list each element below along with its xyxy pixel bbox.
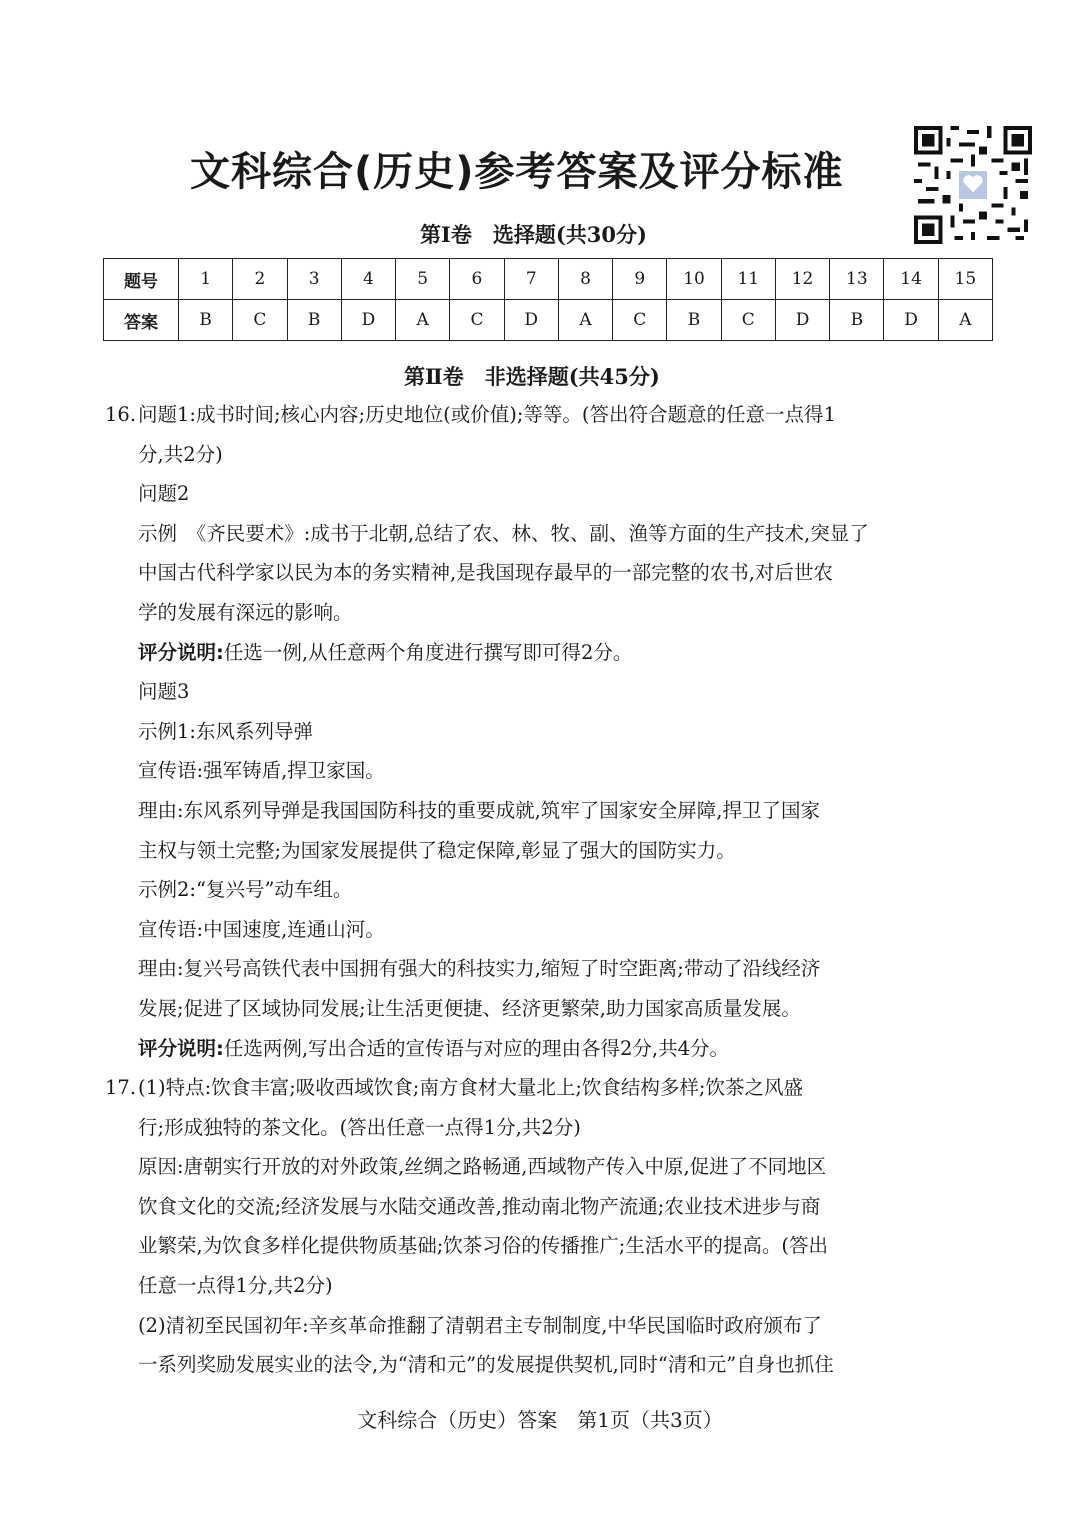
text-line: 发展;促进了区域协同发展;让生活更便捷、经济更繁荣,助力国家高质量发展。 — [138, 996, 801, 1020]
line-text: (1)特点:饮食丰富;吸收西域饮食;南方食材大量北上;饮食结构多样;饮茶之风盛 — [138, 1076, 803, 1100]
answer-cell: B — [179, 300, 233, 341]
text-line: 理由:东风系列导弹是我国国防科技的重要成就,筑牢了国家安全屏障,捍卫了国家 — [138, 798, 820, 822]
answer-cell: C — [233, 300, 287, 341]
table-row — [104, 300, 993, 341]
scoring-note — [105, 633, 997, 673]
scoring-note — [105, 1029, 997, 1069]
answer-cell: D — [341, 300, 395, 341]
question-number: 3 — [287, 259, 341, 300]
row-label-answer: 答案 — [104, 300, 179, 341]
text-line: 业繁荣,为饮食多样化提供物质基础;饮茶习俗的传播推广;生活水平的提高。(答出 — [138, 1234, 828, 1258]
text-line: (2)清初至民国初年:辛亥革命推翻了清朝君主专制制度,中华民国临时政府颁布了 — [138, 1313, 822, 1337]
table-row — [104, 259, 993, 300]
text-line: 任意一点得1分,共2分) — [138, 1274, 333, 1298]
text-line — [105, 395, 997, 435]
page-footer: 文科综合（历史）答案 第1页（共3页） — [357, 1408, 723, 1432]
question-number: 4 — [341, 259, 395, 300]
answer-cell: B — [830, 300, 884, 341]
question-number: 8 — [558, 259, 612, 300]
line-text: 问题1:成书时间;核心内容;历史地位(或价值);等等。(答出符合题意的任意一点得1 — [138, 403, 836, 426]
text-line: 理由:复兴号高铁代表中国拥有强大的科技实力,缩短了时空距离;带动了沿线经济 — [138, 957, 821, 981]
question-number: 1 — [179, 259, 233, 300]
text-line: 宣传语:中国速度,连通山河。 — [138, 917, 385, 941]
answer-cell: A — [396, 300, 450, 341]
answer-cell: C — [721, 300, 775, 341]
text-line: 问题3 — [138, 680, 190, 704]
answer-cell: B — [667, 300, 721, 341]
text-line: 示例1:东风系列导弹 — [138, 719, 313, 743]
answer-cell: A — [558, 300, 612, 341]
text-line: 宣传语:强军铸盾,捍卫家国。 — [138, 759, 385, 783]
answer-cell: D — [504, 300, 558, 341]
question-number: 10 — [667, 259, 721, 300]
question-number: 2 — [233, 259, 287, 300]
line-text: 任选一例,从任意两个角度进行撰写即可得2分。 — [223, 640, 633, 664]
section-2-title: 第Ⅱ卷 非选择题(共45分) — [404, 364, 660, 389]
text-line — [105, 1068, 997, 1108]
text-line: 分,共2分) — [138, 442, 223, 466]
question-number: 6 — [450, 259, 504, 300]
text-line: 示例2:“复兴号”动车组。 — [138, 878, 353, 902]
line-text: 任选两例,写出合适的宣传语与对应的理由各得2分,共4分。 — [223, 1036, 730, 1060]
answer-cell: B — [287, 300, 341, 341]
section-1-title: 第Ⅰ卷 选择题(共30分) — [420, 222, 647, 247]
text-line: 中国古代科学家以民为本的务实精神,是我国现存最早的一部完整的农书,对后世农 — [138, 561, 833, 585]
answer-cell: C — [613, 300, 667, 341]
answer-body — [105, 395, 997, 1385]
question-number: 11 — [721, 259, 775, 300]
page-title: 文科综合(历史)参考答案及评分标准 — [190, 149, 844, 195]
question-number: 15 — [938, 259, 992, 300]
question-number: 7 — [504, 259, 558, 300]
question-number: 13 — [830, 259, 884, 300]
answer-cell: A — [938, 300, 992, 341]
question-number: 5 — [396, 259, 450, 300]
question-16-number: 16. — [105, 403, 137, 426]
scoring-label: 评分说明: — [138, 640, 224, 664]
row-label-number: 题号 — [104, 259, 179, 300]
text-line: 一系列奖励发展实业的法令,为“清和元”的发展提供契机,同时“清和元”自身也抓住 — [138, 1353, 834, 1377]
answer-cell: C — [450, 300, 504, 341]
qr-code-icon — [914, 126, 1032, 244]
text-line: 行;形成独特的茶文化。(答出任意一点得1分,共2分) — [138, 1115, 581, 1139]
text-line: 学的发展有深远的影响。 — [138, 600, 353, 624]
text-line: 主权与领土完整;为国家发展提供了稳定保障,彰显了强大的国防实力。 — [138, 838, 736, 862]
question-17-number: 17. — [105, 1076, 137, 1100]
question-number: 12 — [775, 259, 829, 300]
text-line: 示例 《齐民要术》:成书于北朝,总结了农、林、牧、副、渔等方面的生产技术,突显了 — [138, 521, 869, 545]
question-number: 9 — [613, 259, 667, 300]
scoring-label: 评分说明: — [138, 1036, 224, 1060]
question-number: 14 — [884, 259, 938, 300]
text-line: 问题2 — [138, 482, 190, 506]
answer-table — [103, 258, 993, 341]
answer-cell: D — [775, 300, 829, 341]
answer-cell: D — [884, 300, 938, 341]
text-line: 饮食文化的交流;经济发展与水陆交通改善,推动南北物产流通;农业技术进步与商 — [138, 1194, 821, 1218]
text-line: 原因:唐朝实行开放的对外政策,丝绸之路畅通,西域物产传入中原,促进了不同地区 — [138, 1155, 827, 1179]
